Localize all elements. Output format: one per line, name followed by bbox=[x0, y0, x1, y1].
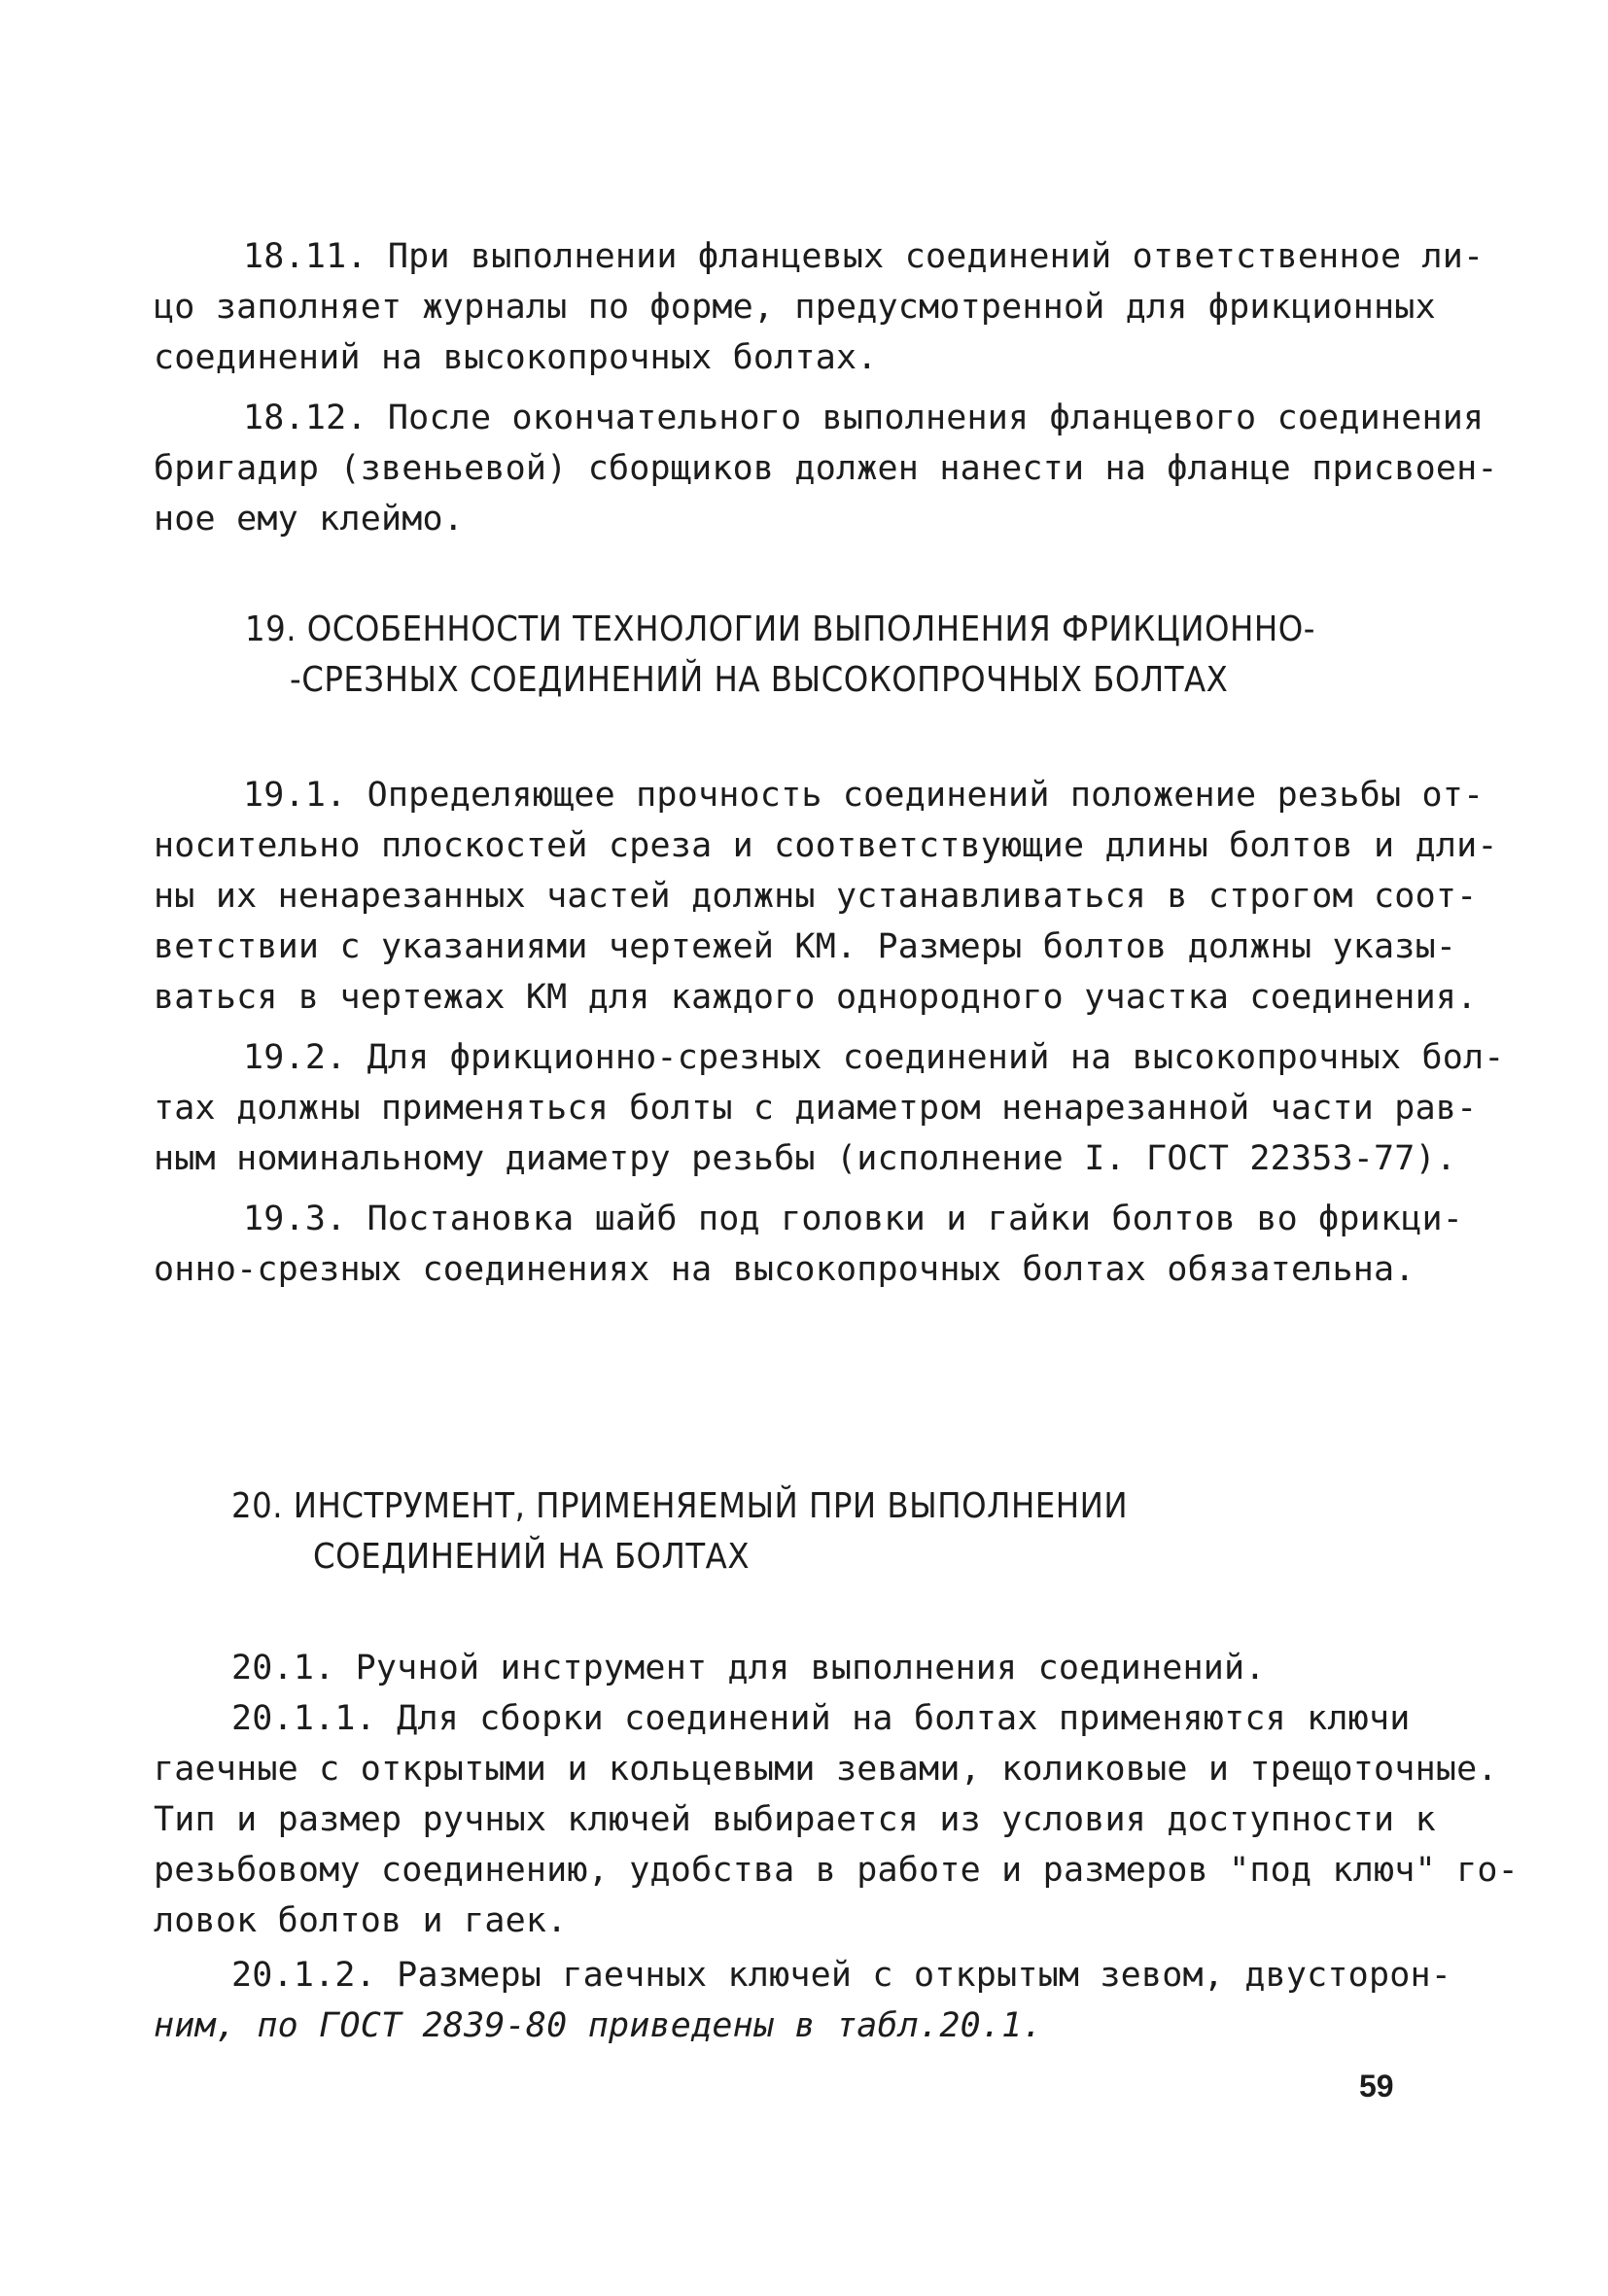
paragraph-19-3 bbox=[154, 1194, 1476, 1295]
paragraph-20-1-1 bbox=[154, 1693, 1519, 1946]
section-20-heading bbox=[231, 1481, 1128, 1583]
section-19-heading bbox=[245, 605, 1315, 706]
heading-line: -СРЕЗНЫХ СОЕДИНЕНИЙ НА ВЫСОКОПРОЧНЫХ БОЛТАХ bbox=[290, 660, 1229, 700]
text-line: соединений на высокопрочных болтах. bbox=[154, 338, 878, 377]
text-line: 19.2. Для фрикционно-срезных соединений на высокопрочных бол- bbox=[243, 1038, 1505, 1077]
text-line: ным номинальному диаметру резьбы (исполнение I. ГОСТ 22353-77). bbox=[154, 1139, 1457, 1178]
paragraph-19-1 bbox=[154, 770, 1498, 1023]
text-line: тах должны применяться болты с диаметром ненарезанной части рав- bbox=[154, 1089, 1478, 1128]
text-line: 20.1. Ручной инструмент для выполнения соединений. bbox=[231, 1649, 1266, 1687]
text-line: 20.1.1. Для сборки соединений на болтах применяются ключи bbox=[231, 1699, 1411, 1738]
text-line: цо заполняет журналы по форме, предусмотренной для фрикционных bbox=[154, 288, 1436, 327]
heading-line: 19. ОСОБЕННОСТИ ТЕХНОЛОГИИ ВЫПОЛНЕНИЯ ФРИКЦИОННО- bbox=[245, 609, 1315, 649]
paragraph-18-11 bbox=[154, 231, 1485, 383]
text-line: 20.1.2. Размеры гаечных ключей с открытым зевом, двусторон- bbox=[231, 1956, 1452, 1995]
text-line: ловок болтов и гаек. bbox=[154, 1901, 568, 1940]
text-line: гаечные с открытыми и кольцевыми зевами, коликовые и трещоточные. bbox=[154, 1750, 1498, 1789]
text-line: 19.3. Постановка шайб под головки и гайки болтов во фрикци- bbox=[243, 1200, 1464, 1238]
heading-line: 20. ИНСТРУМЕНТ, ПРИМЕНЯЕМЫЙ ПРИ ВЫПОЛНЕНИИ bbox=[231, 1486, 1129, 1526]
text-line: ветствии с указаниями чертежей КМ. Размеры болтов должны указы- bbox=[154, 927, 1457, 966]
paragraph-20-1-2 bbox=[154, 1950, 1476, 2051]
text-line: ваться в чертежах КМ для каждого однородного участка соединения. bbox=[154, 978, 1478, 1017]
paragraph-19-2 bbox=[154, 1032, 1505, 1184]
text-line: носительно плоскостей среза и соответствующие длины болтов и дли- bbox=[154, 826, 1498, 865]
text-line: 18.12. После окончательного выполнения фланцевого соединения bbox=[243, 399, 1485, 437]
text-line: Тип и размер ручных ключей выбирается из условия доступности к bbox=[154, 1800, 1436, 1839]
page-number: 59 bbox=[1359, 2069, 1394, 2104]
text-line: онно-срезных соединениях на высокопрочных болтах обязательна. bbox=[154, 1250, 1416, 1289]
text-line: 18.11. При выполнении фланцевых соединений ответственное ли- bbox=[243, 237, 1485, 276]
text-line: ное ему клеймо. bbox=[154, 500, 465, 539]
text-line: бригадир (звеньевой) сборщиков должен нанести на фланце присвоен- bbox=[154, 449, 1498, 488]
text-line: резьбовому соединению, удобства в работе и размеров "под ключ" го- bbox=[154, 1851, 1519, 1890]
heading-line: СОЕДИНЕНИЙ НА БОЛТАХ bbox=[313, 1537, 750, 1577]
text-line: 19.1. Определяющее прочность соединений положение резьбы от- bbox=[243, 776, 1485, 815]
text-line: ны их ненарезанных частей должны устанавливаться в строгом соот- bbox=[154, 877, 1478, 916]
text-line: ним, по ГОСТ 2839-80 приведены в табл.20.1. bbox=[154, 2006, 1043, 2045]
paragraph-20-1 bbox=[154, 1643, 1476, 1693]
paragraph-18-12 bbox=[154, 393, 1498, 544]
